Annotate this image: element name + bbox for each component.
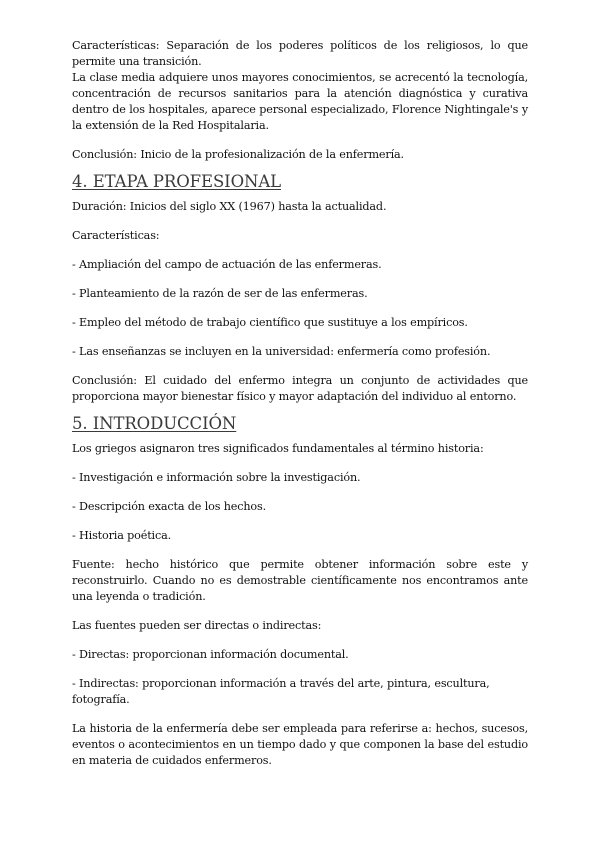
caracteristicas-label: Características:	[72, 229, 160, 242]
section-4-heading: 4. ETAPA PROFESIONAL	[72, 172, 282, 191]
duracion-paragraph: Duración: Inicios del siglo XX (1967) hasta la actualidad.	[72, 200, 387, 213]
list-item: - Directas: proporcionan información documental.	[72, 648, 349, 661]
section-4-conclusion: Conclusión: El cuidado del enfermo integra un conjunto de actividades que proporciona mayor bienestar físico y mayor adaptación del individuo al entorno.	[72, 374, 528, 403]
historia-enfermeria-paragraph: La historia de la enfermería debe ser empleada para referirse a: hechos, sucesos, eventos o acontecimientos en un tiempo dado y que componen la base del estudio en materia de cuidados enfermeros.	[72, 722, 528, 767]
list-item: - Descripción exacta de los hechos.	[72, 500, 266, 513]
list-item: - Las enseñanzas se incluyen en la universidad: enfermería como profesión.	[72, 345, 491, 358]
griegos-paragraph: Los griegos asignaron tres significados fundamentales al término historia:	[72, 442, 484, 455]
list-item: - Ampliación del campo de actuación de las enfermeras.	[72, 258, 382, 271]
list-item: - Empleo del método de trabajo científico que sustituye a los empíricos.	[72, 316, 468, 329]
list-item: - Investigación e información sobre la investigación.	[72, 471, 361, 484]
list-item: - Historia poética.	[72, 529, 172, 542]
list-item: - Planteamiento de la razón de ser de las enfermeras.	[72, 287, 368, 300]
conclusion-paragraph: Conclusión: Inicio de la profesionalización de la enfermería.	[72, 148, 404, 161]
fuente-paragraph: Fuente: hecho histórico que permite obtener información sobre este y reconstruirlo. Cuando no es demostrable científicamente nos encontramos ante una leyenda o tradición.	[72, 558, 528, 603]
fuentes-tipos-paragraph: Las fuentes pueden ser directas o indirectas:	[72, 619, 322, 632]
document-page	[72, 38, 528, 769]
section-5-heading: 5. INTRODUCCIÓN	[72, 414, 237, 433]
list-item: - Indirectas: proporcionan información a través del arte, pintura, escultura, fotografía.	[72, 677, 490, 706]
caracteristicas-paragraph: Características: Separación de los poderes políticos de los religiosos, lo que permite una transición.	[72, 39, 528, 68]
clase-media-paragraph: La clase media adquiere unos mayores conocimientos, se acrecentó la tecnología, concentración de recursos sanitarios para la atención diagnóstica y curativa dentro de los hospitales, aparece personal especializado, Florence Nightingale's y la extensión de la Red Hospitalaria.	[72, 71, 528, 132]
